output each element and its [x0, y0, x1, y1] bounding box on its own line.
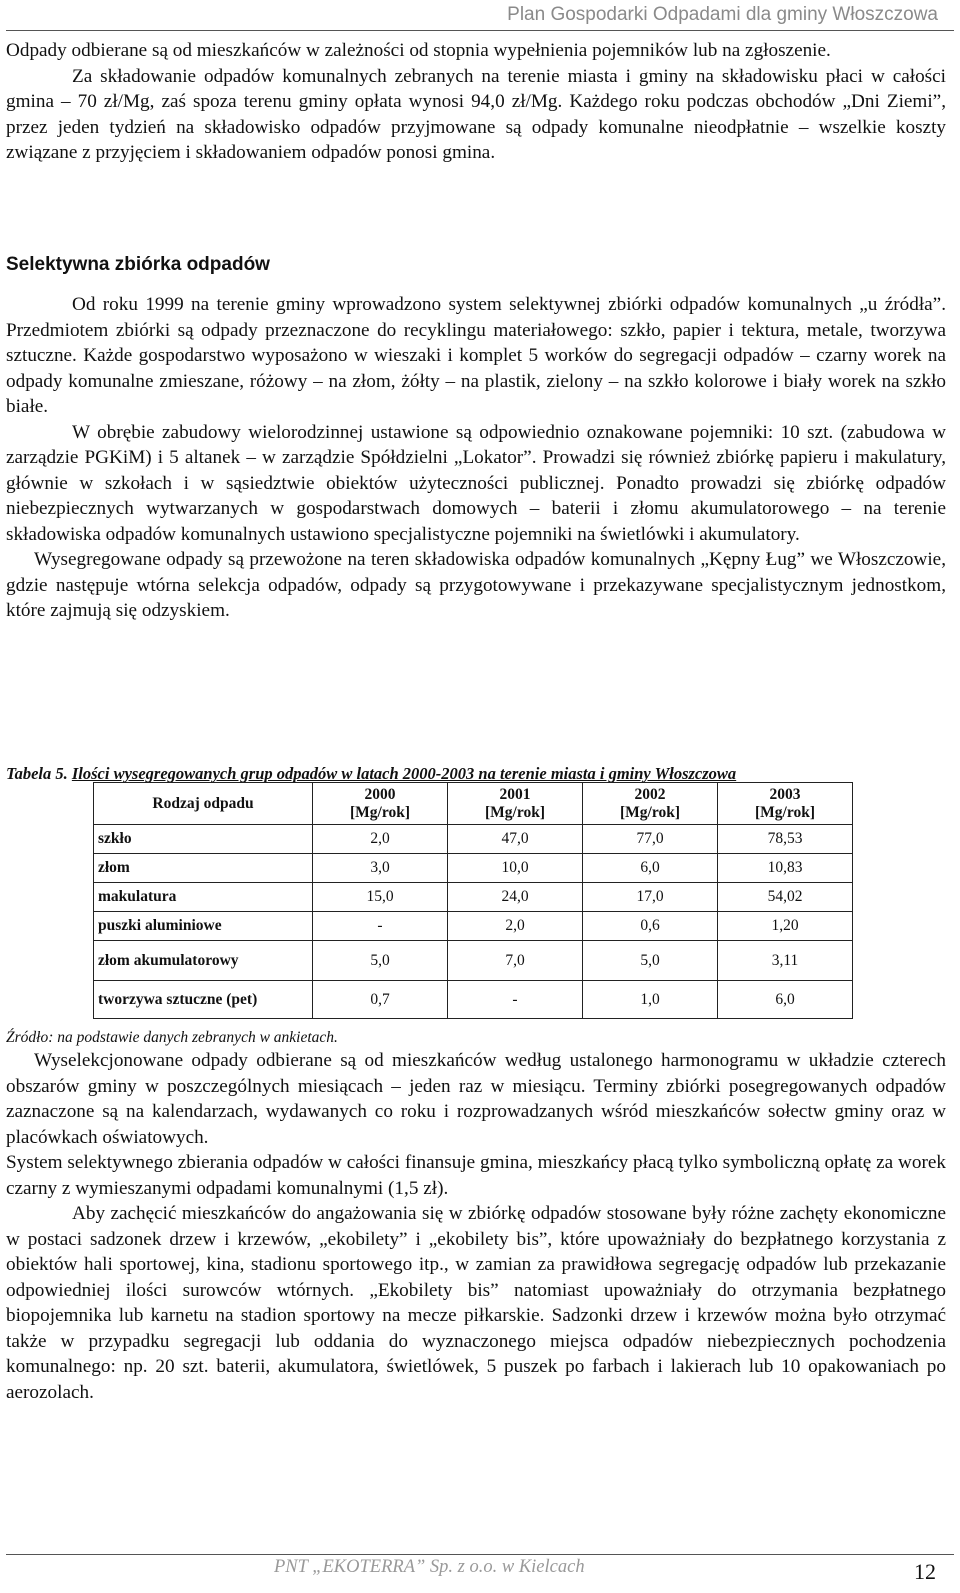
waste-table: [93, 782, 853, 1019]
paragraph: Wyselekcjonowane odpady odbierane są od mieszkańców według ustalonego harmonogramu w układzie czterech obszarów gminy w poszczególnych miesiącach – jeden raz w miesiącu. Terminy zbiórki posegregowanych odpadów zaznaczone są na kalendarzach, wydawanych co roku i rozprowadzanych wśród mieszkańców sołectw gminy oraz w placówkach oświatowych.: [6, 1050, 946, 1148]
table-caption-text: Ilości wysegregowanych grup odpadów w latach 2000-2003 na terenie miasta i gminy Włoszczowa: [71, 764, 737, 783]
header-cell: Rodzaj odpadu: [94, 783, 313, 825]
table-cell: 5,0: [583, 941, 718, 981]
table-row: [94, 825, 853, 854]
paragraph: Odpady odbierane są od mieszkańców w zależności od stopnia wypełnienia pojemników lub na zgłoszenie.: [6, 40, 831, 61]
section-heading: Selektywna zbiórka odpadów: [6, 254, 270, 275]
row-label: puszki aluminiowe: [94, 912, 313, 941]
table-cell: 1,0: [583, 981, 718, 1019]
header-cell: 2001 [Mg/rok]: [448, 783, 583, 825]
table-cell: 2,0: [313, 825, 448, 854]
row-label: złom: [94, 854, 313, 883]
table-caption-label: Tabela 5.: [6, 764, 68, 783]
footer-company: PNT „EKOTERRA” Sp. z o.o. w Kielcach: [274, 1557, 585, 1577]
table-header-row: [94, 783, 853, 825]
table-cell: 0,6: [583, 912, 718, 941]
header-rule: [6, 30, 954, 31]
paragraph: W obrębie zabudowy wielorodzinnej ustawione są odpowiednio oznakowane pojemniki: 10 szt. (zabudowa w zarządzie PGKiM) i 5 altanek – w zarządzie Spółdzielni „Lokator”. Prowadzi się również zbiórkę papieru i makulatury, głównie w szkołach i w sąsiedztwie obiektów użyteczności publicznej. Ponadto prowadzi się zbiórkę odpadów niebezpiecznych wytwarzanych w gospodarstwach domowych – baterii i złomu akumulatorowego – na terenie składowiska odpadów komunalnych ustawiono specjalistyczne pojemniki na świetlówki i akumulatory.: [6, 421, 946, 545]
table-cell: 54,02: [718, 883, 853, 912]
paragraph: Wysegregowane odpady są przewożone na teren składowiska odpadów komunalnych „Kępny Ług” we Włoszczowie, gdzie następuje wtórna selekcja odpadów, odpady są przygotowywane i przekazywane specjalistycznym jednostkom, które zajmują się odzyskiem.: [6, 549, 946, 621]
table-cell: 24,0: [448, 883, 583, 912]
table-cell: 7,0: [448, 941, 583, 981]
table-source: Źródło: na podstawie danych zebranych w ankietach.: [6, 1029, 338, 1046]
table-row: [94, 854, 853, 883]
text-block-2: [6, 292, 946, 624]
table-caption: [6, 764, 736, 784]
page-header: Plan Gospodarki Odpadami dla gminy Włoszczowa: [507, 4, 938, 25]
table-cell: 3,0: [313, 854, 448, 883]
table-cell: 3,11: [718, 941, 853, 981]
header-cell: 2003 [Mg/rok]: [718, 783, 853, 825]
table-cell: -: [313, 912, 448, 941]
row-label: złom akumulatorowy: [94, 941, 313, 981]
table-cell: 0,7: [313, 981, 448, 1019]
table-cell: 47,0: [448, 825, 583, 854]
table-cell: 10,83: [718, 854, 853, 883]
table-cell: 6,0: [718, 981, 853, 1019]
table-cell: 10,0: [448, 854, 583, 883]
row-label: makulatura: [94, 883, 313, 912]
paragraph: Za składowanie odpadów komunalnych zebranych na terenie miasta i gminy na składowisku płaci w całości gmina – 70 zł/Mg, zaś spoza terenu gminy opłata wynosi 94,0 zł/Mg. Każdego roku podczas obchodów „Dni Ziemi”, przez jeden tydzień na składowisko odpadów przyjmowane są odpady komunalne nieodpłatnie – wszelkie koszty związane z przyjęciem i składowaniem odpadów ponosi gmina.: [6, 65, 946, 163]
table-row: [94, 941, 853, 981]
table-cell: 15,0: [313, 883, 448, 912]
table-body: [94, 825, 853, 1019]
table-cell: 1,20: [718, 912, 853, 941]
row-label: tworzywa sztuczne (pet): [94, 981, 313, 1019]
table-cell: 6,0: [583, 854, 718, 883]
header-cell: 2002 [Mg/rok]: [583, 783, 718, 825]
table-cell: 5,0: [313, 941, 448, 981]
table-cell: 2,0: [448, 912, 583, 941]
text-block-3: [6, 1048, 946, 1405]
text-block-1: [6, 38, 946, 166]
row-label: szkło: [94, 825, 313, 854]
table-cell: 17,0: [583, 883, 718, 912]
header-cell: 2000 [Mg/rok]: [313, 783, 448, 825]
paragraph: Aby zachęcić mieszkańców do angażowania się w zbiórkę odpadów stosowane były różne zachęty ekonomiczne w postaci sadzonek drzew i krzewów, „ekobilety” i „ekobilety bis”, które upoważniały do bezpłatnego korzystania z obiektów hali sportowej, kina, stadionu sportowego itp., w zamian za prawidłowa segregację odpadów lub przekazanie odpowiedniej ilości surowców wtórnych. „Ekobilety bis” natomiast upoważniały do otrzymania bezpłatnego biopojemnika lub karnetu na stadion sportowy na mecze piłkarskie. Sadzonki drzew i krzewów można było otrzymać także w przypadku segregacji lub oddania do wyznaczonego miejsca odpadów niebezpiecznych pochodzenia komunalnego: np. 20 szt. baterii, akumulatora, świetlówek, 5 puszek po farbach i lakierach lub 10 opakowaniach po aerozolach.: [6, 1203, 946, 1403]
table-row: [94, 883, 853, 912]
paragraph: System selektywnego zbierania odpadów w całości finansuje gmina, mieszkańcy płacą tylko symboliczną opłatę za worek czarny z wymieszanymi odpadami komunalnymi (1,5 zł).: [6, 1152, 946, 1199]
page-number: 12: [914, 1559, 936, 1584]
table-row: [94, 981, 853, 1019]
paragraph: Od roku 1999 na terenie gminy wprowadzono system selektywnej zbiórki odpadów komunalnych „u źródła”. Przedmiotem zbiórki są odpady przeznaczone do recyklingu materiałowego: szkło, papier i tektura, metale, tworzywa sztuczne. Każde gospodarstwo wyposażono w wieszaki i komplet 5 worków do segregacji odpadów – czarny worek na odpady komunalne zmieszane, różowy – na złom, żółty – na plastik, zielony – na szkło kolorowe i biały worek na szkło białe.: [6, 294, 946, 417]
table-cell: 78,53: [718, 825, 853, 854]
page-footer: [6, 1554, 954, 1591]
table-cell: 77,0: [583, 825, 718, 854]
table-cell: -: [448, 981, 583, 1019]
table-row: [94, 912, 853, 941]
